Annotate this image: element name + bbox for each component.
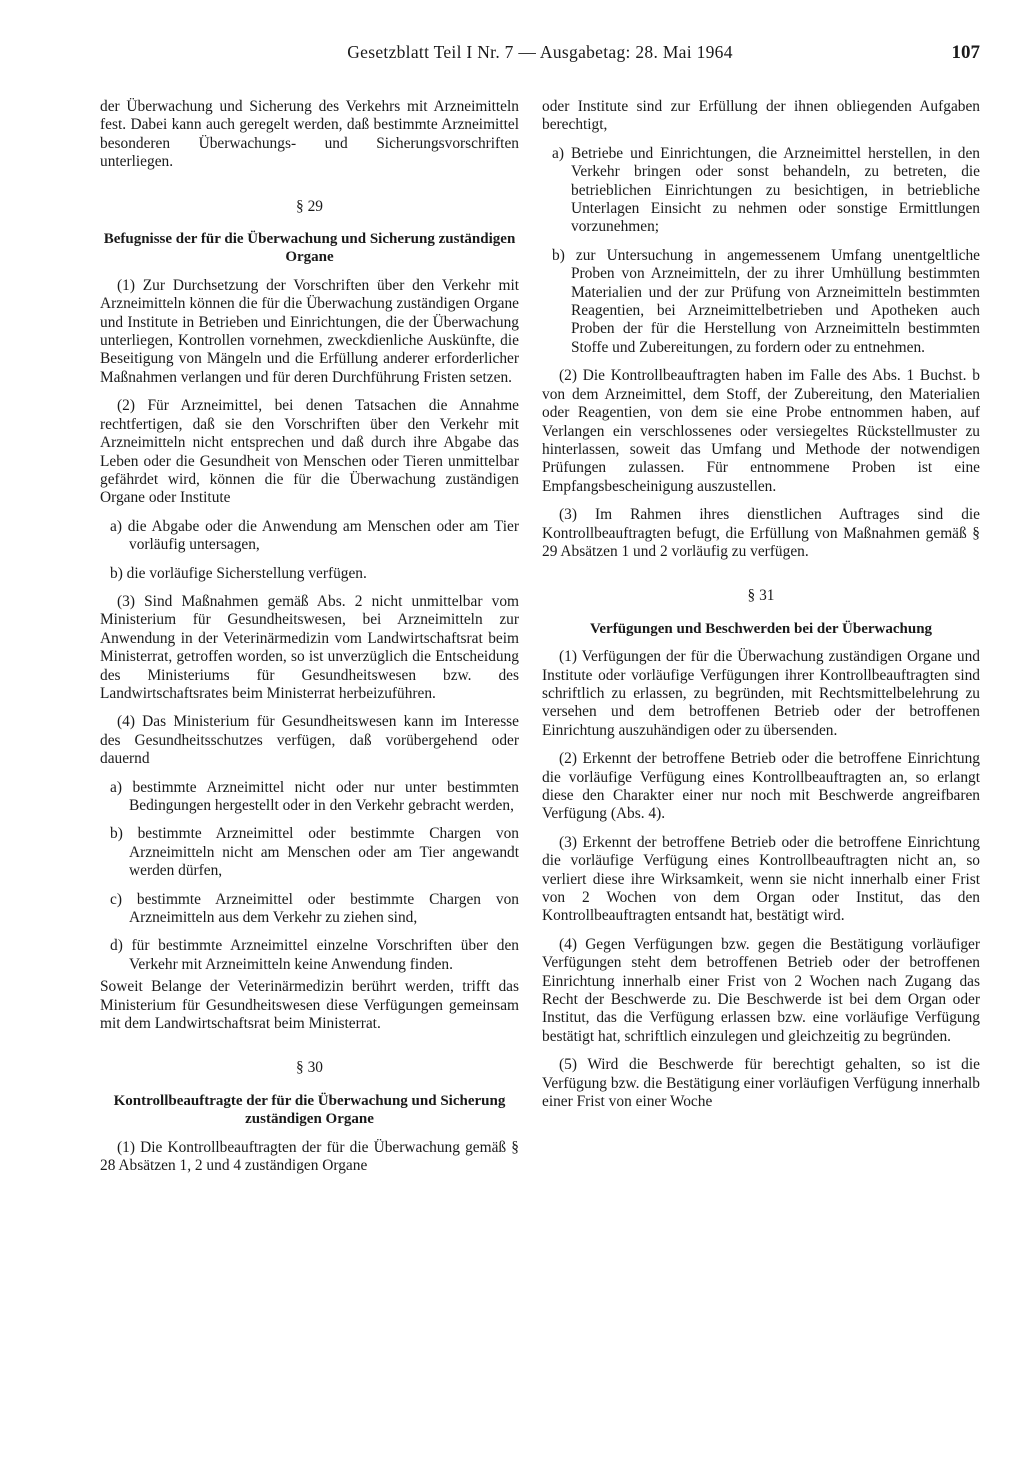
s29-p4-item-d: d) für bestimmte Arzneimittel einzelne Vorschriften über den Verkehr mit Arzneimitteln keine Anwendung finden. [110,937,519,973]
s30-paragraph-2: (2) Die Kontrollbeauftragten haben im Falle des Abs. 1 Buchst. b von dem Arzneimittel, dem Stoff, der Zubereitung, den Materialien oder Reagentien, von dem sie eine Probe entnommen haben, auf Verlangen ein verschlossenes oder versiegeltes Rückstellmuster zu hinterlassen, soweit das Umfang und Methode der notwendigen Prüfungen zulassen. Für entnommene Proben ist eine Empfangsbescheinigung auszustellen. [542,367,980,495]
left-column [100,98,519,1176]
s29-closing-paragraph: Soweit Belange der Veterinärmedizin berührt werden, trifft das Ministerium für Gesundheitswesen diese Verfügungen gemeinsam mit dem Landwirtschaftsrat beim Ministerrat. [100,978,519,1033]
s30-paragraph-1: (1) Die Kontrollbeauftragten der für die Überwachung gemäß § 28 Absätzen 1, 2 und 4 zuständigen Organe [100,1138,519,1175]
s29-paragraph-1: (1) Zur Durchsetzung der Vorschriften über den Verkehr mit Arzneimitteln können die für die Überwachung zuständigen Organe und Institute in Betrieben und Einrichtungen, die der Überwachung unterliegen, Kontrollen vornehmen, zweckdienliche Auskünfte, die Beseitigung von Mängeln und die Erfüllung anderer erforderlicher Maßnahmen verlangen und für deren Durchführung Fristen setzen. [100,276,519,386]
s29-paragraph-2: (2) Für Arzneimittel, bei denen Tatsachen die Annahme rechtfertigen, daß sie den Vorschriften über den Verkehr mit Arzneimitteln nicht entsprechen und daß durch ihre Abgabe das Leben oder die Gesundheit von Menschen oder Tieren unmittelbar gefährdet wird, können die für die Überwachung zuständigen Organe oder Institute [100,397,519,507]
s30-p1-item-a: a) Betriebe und Einrichtungen, die Arzneimittel herstellen, in den Verkehr bringen oder sonst behandeln, zu betreten, die betrieblichen Einrichtungen zu besichtigen, in betriebliche Unterlagen Einsicht zu nehmen oder sonstige Ermittlungen vorzunehmen; [552,144,980,236]
s29-p2-item-a: a) die Abgabe oder die Anwendung am Menschen oder am Tier vorläufig untersagen, [110,517,519,554]
section-29-title: Befugnisse der für die Überwachung und Sicherung zuständigen Organe [103,231,516,266]
s31-paragraph-4: (4) Gegen Verfügungen bzw. gegen die Bestätigung vorläufiger Verfügungen steht dem betroffenen Betrieb oder der betroffenen Einrichtung innerhalb einer Frist von 2 Wochen nach Zugang das Recht der Beschwerde zu. Die Beschwerde ist bei dem Organ oder Institut, das die Verfügung erlassen bzw. eine vorläufige Verfügung bestätigt hat, schriftlich einzulegen und gleichzeitig zu begründen. [542,935,980,1045]
page-number: 107 [951,42,980,63]
right-column [542,98,980,1112]
s30-p1-item-b: b) zur Untersuchung in angemessenem Umfang unentgeltliche Proben von Arzneimitteln, der zu ihrer Umhüllung bestimmten Materialien und der zur Prüfung von Arzneimitteln bestimmten Reagentien, bei Arzneimittelbetrieben und Apotheken auch Proben der für die Herstellung von Arzneimitteln bestimmten Stoffe und Zubereitungen, zu fordern oder zu entnehmen. [552,246,980,356]
section-29-number: § 29 [296,197,323,215]
section-31-title: Verfügungen und Beschwerden bei der Überwachung [589,620,933,637]
s29-p4-item-c: c) bestimmte Arzneimittel oder bestimmte Chargen von Arzneimitteln aus dem Verkehr zu ziehen sind, [110,890,519,927]
s29-paragraph-4: (4) Das Ministerium für Gesundheitswesen kann im Interesse des Gesundheitsschutzes verfügen, daß vorübergehend oder dauernd [100,713,519,768]
running-title: Gesetzblatt Teil I Nr. 7 — Ausgabetag: 28. Mai 1964 [347,42,733,62]
s31-paragraph-3: (3) Erkennt der betroffene Betrieb oder die betroffene Einrichtung die vorläufige Verfügung eines Kontrollbeauftragten nicht an, so verliert diese ihre Wirksamkeit, wenn sie nicht innerhalb einer Frist von 2 Wochen von dem Organ oder Institut, das den Kontrollbeauftragten entsandt hat, bestätigt wird. [542,833,980,925]
page-header [100,42,980,72]
s29-paragraph-3: (3) Sind Maßnahmen gemäß Abs. 2 nicht unmittelbar vom Ministerium für Gesundheitswesen, bei Arzneimitteln zur Anwendung in der Veterinärmedizin vom Landwirtschaftsrat beim Ministerrat, getroffen worden, so ist unverzüglich die Entscheidung des Ministeriums für Gesundheitswesen bzw. des Landwirtschaftsrates beim Ministerrat herbeizuführen. [100,592,519,702]
s29-p2-list [100,518,519,583]
section-31-number: § 31 [747,587,775,605]
s29-p4-item-b: b) bestimmte Arzneimittel oder bestimmte Chargen von Arzneimitteln nicht am Menschen oder am Tier angewandt werden dürfen, [110,825,519,880]
section-30-number: § 30 [296,1059,323,1077]
s30-p1-continued: oder Institute sind zur Erfüllung der ihnen obliegenden Aufgaben berechtigt, [542,98,980,134]
s29-p4-list [100,779,519,975]
s29-p2-item-b: b) die vorläufige Sicherstellung verfügen. [110,564,367,582]
s30-paragraph-3: (3) Im Rahmen ihres dienstlichen Auftrages sind die Kontrollbeauftragten befugt, die Erfüllung von Maßnahmen gemäß § 29 Absätzen 1 und 2 vorläufig zu verfügen. [542,506,980,560]
s31-paragraph-2: (2) Erkennt der betroffene Betrieb oder die betroffene Einrichtung die vorläufige Verfügung eines Kontrollbeauftragten an, so erlangt diese den Charakter einer nur noch mit Beschwerde angreifbaren Verfügung (Abs. 4). [542,750,980,823]
s31-paragraph-5: (5) Wird die Beschwerde für berechtigt gehalten, so ist die Verfügung bzw. die Bestätigung einer vorläufigen Verfügung innerhalb einer Frist von einer Woche [542,1056,980,1111]
continued-paragraph: der Überwachung und Sicherung des Verkehrs mit Arzneimitteln fest. Dabei kann auch geregelt werden, daß bestimmte Arzneimittel besonderen Überwachungs- und Sicherungsvorschriften unterliegen. [100,98,519,171]
s30-p1-list [542,145,980,357]
s29-p4-item-a: a) bestimmte Arzneimittel nicht oder nur unter bestimmten Bedingungen hergestellt oder in den Verkehr gebracht werden, [110,778,519,814]
s31-paragraph-1: (1) Verfügungen der für die Überwachung zuständigen Organe und Institute oder vorläufige Verfügungen ihrer Kontrollbeauftragten sind schriftlich zu erlassen, zu begründen, mit Rechtsmittelbelehrung zu versehen und dem betroffenen Betrieb oder der betroffenen Einrichtung auszuhändigen oder zu übersenden. [542,648,980,739]
section-30-title: Kontrollbeauftragte der für die Überwachung und Sicherung zuständigen Organe [113,1092,506,1128]
